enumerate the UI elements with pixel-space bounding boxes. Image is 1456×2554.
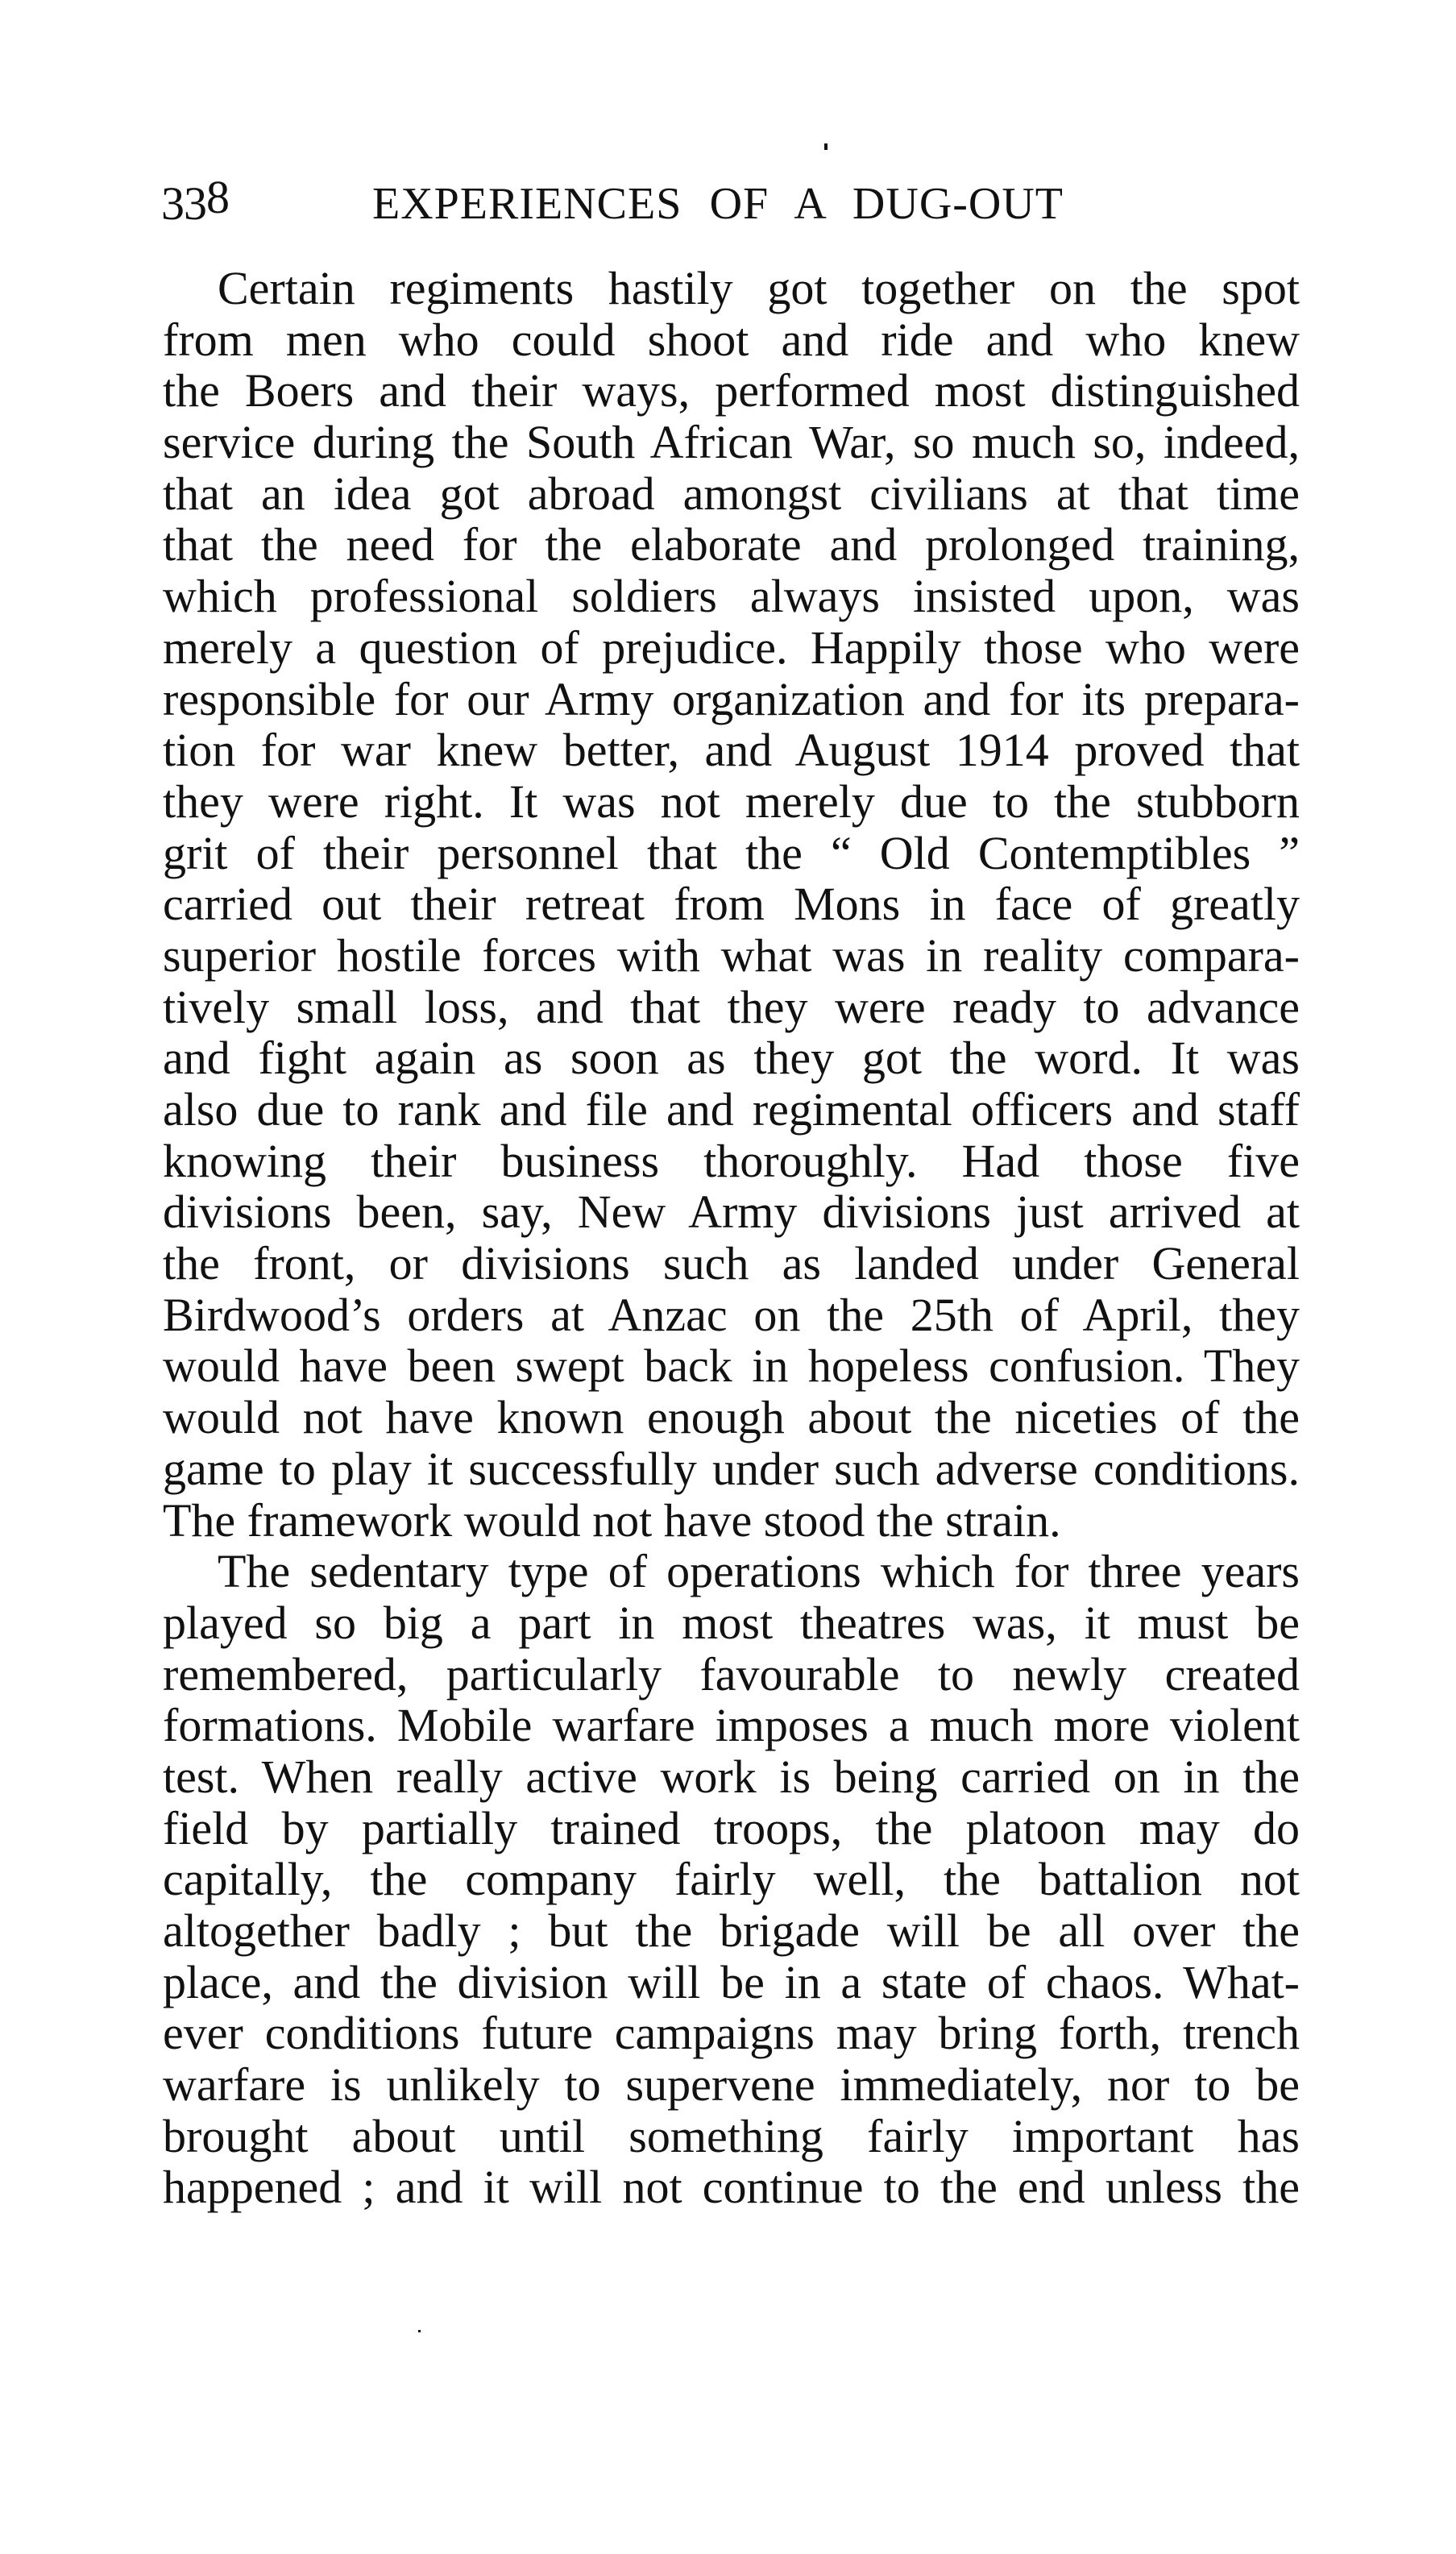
text-line: knowing their business thoroughly. Had those five [163,1134,1300,1187]
scan-speck-top [824,143,828,150]
text-line: from men who could shoot and ride and who knew [163,313,1300,366]
running-title: EXPERIENCES OF A DUG-OUT [372,179,1064,229]
page-number-digits: 33 [161,177,206,230]
text-line: merely a question of prejudice. Happily those who were [163,621,1300,674]
text-line: warfare is unlikely to supervene immediately, nor to be [163,2058,1300,2112]
text-line: test. When really active work is being carried on in the [163,1750,1300,1803]
text-line: played so big a part in most theatres was, it must be [163,1596,1300,1649]
text-line: the front, or divisions such as landed under General [163,1237,1300,1290]
page-number [161,171,229,232]
text-line: formations. Mobile warfare imposes a much more violent [163,1699,1300,1752]
text-line: grit of their personnel that the “ Old Contemptibles ” [163,826,1300,879]
body-text [163,263,1300,2213]
text-line: responsible for our Army organization and for its prepara- [163,672,1300,725]
text-line: ever conditions future campaigns may bring forth, trench [163,2007,1300,2060]
text-line: Birdwood’s orders at Anzac on the 25th of April, they [163,1288,1300,1341]
paragraph-2 [163,1546,1300,2213]
text-line: happened ; and it will not continue to the end unless the [163,2161,1300,2214]
text-line: divisions been, say, New Army divisions just arrived at [163,1186,1300,1239]
text-line: that an idea got abroad amongst civilians at that time [163,467,1300,520]
text-line: would not have known enough about the niceties of the [163,1391,1300,1444]
running-head [161,171,1300,232]
text-line: carried out their retreat from Mons in face of greatly [163,878,1300,931]
text-line: The sedentary type of operations which for three years [218,1545,1300,1598]
text-line: field by partially trained troops, the platoon may do [163,1801,1300,1854]
scan-speck-bottom [418,2330,421,2332]
text-line: Certain regiments hastily got together on the spot [218,262,1300,314]
text-line: place, and the division will be in a state of chaos. What- [163,1955,1300,2008]
text-line: remembered, particularly favourable to newly created [163,1647,1300,1701]
text-line: that the need for the elaborate and prolonged training, [163,518,1300,571]
text-line: altogether badly ; but the brigade will be all over the [163,1904,1300,1957]
paragraph-1 [163,263,1300,1546]
text-line: tively small loss, and that they were ready to advance [163,980,1300,1033]
text-line: game to play it successfully under such adverse conditions. [163,1442,1300,1495]
text-line: The framework would not have stood the strain. [163,1493,1061,1547]
text-line: capitally, the company fairly well, the battalion not [163,1853,1300,1906]
text-line: brought about until something fairly important has [163,2109,1300,2162]
text-line: service during the South African War, so much so, indeed, [163,416,1300,469]
text-line: would have been swept back in hopeless confusion. They [163,1339,1300,1393]
text-line: also due to rank and file and regimental officers and staff [163,1083,1300,1136]
text-line: which professional soldiers always insisted upon, was [163,570,1300,623]
text-line: they were right. It was not merely due to the stubborn [163,775,1300,828]
text-line: and fight again as soon as they got the word. It was [163,1032,1300,1085]
page-number-last-digit: 8 [206,171,229,223]
text-line: superior hostile forces with what was in reality compara- [163,928,1300,982]
text-line: tion for war knew better, and August 1914 proved that [163,724,1300,777]
text-line: the Boers and their ways, performed most distinguished [163,364,1300,417]
